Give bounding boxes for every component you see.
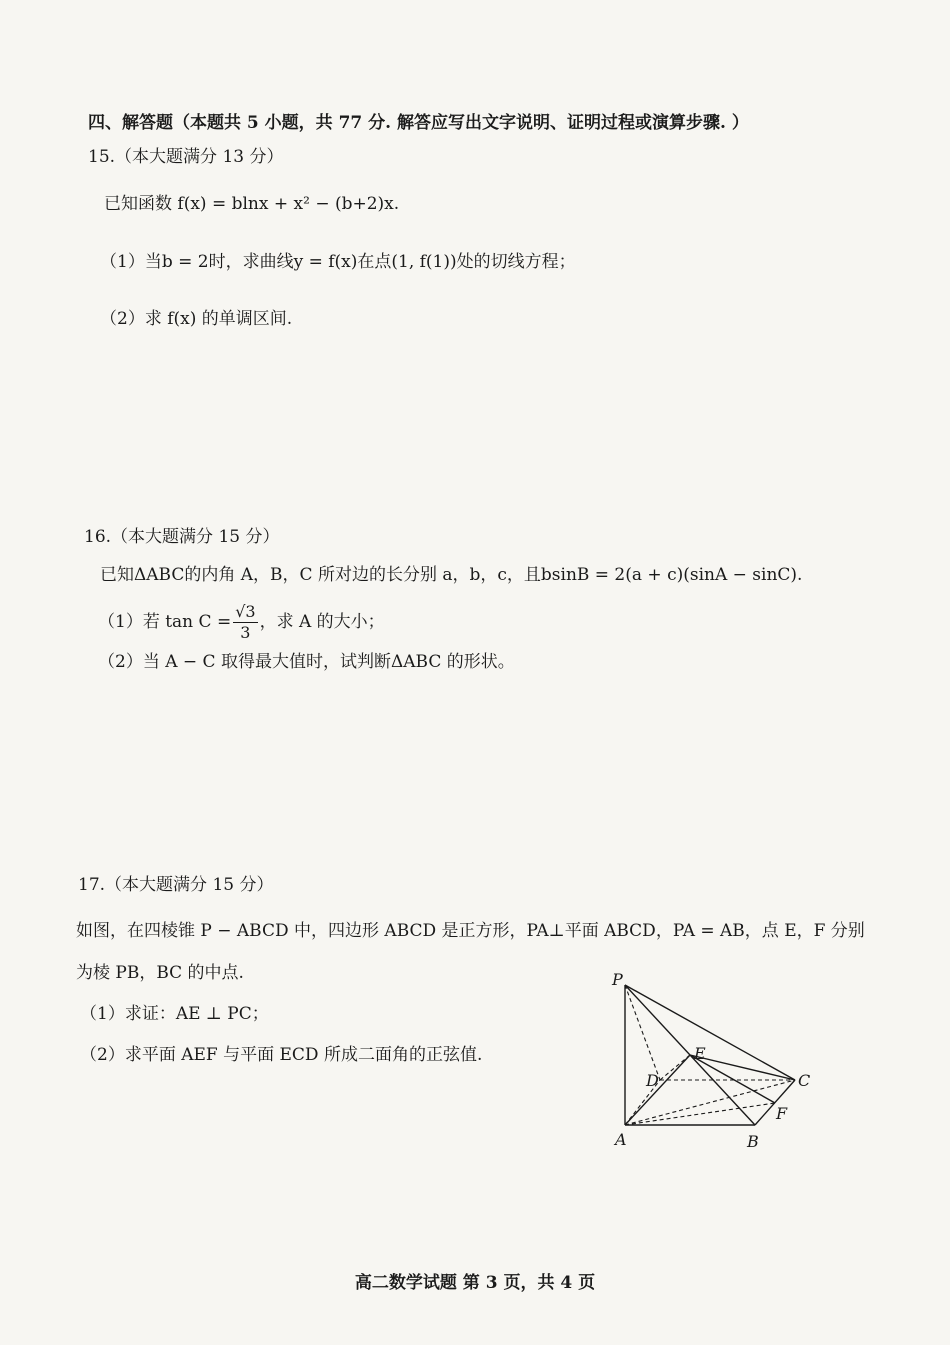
section-heading: 四、解答题（本题共 5 小题，共 77 分. 解答应写出文字说明、证明过程或演算步骤. ） [88,113,749,133]
q15-header: 15.（本大题满分 13 分） [88,147,284,167]
label-D: D [646,1071,659,1090]
q17-part2: （2）求平面 AEF 与平面 ECD 所成二面角的正弦值. [80,1045,483,1065]
q16-fraction [233,602,257,643]
label-A: A [615,1130,627,1149]
q15-part1: （1）当b = 2时，求曲线y = f(x)在点(1, f(1))处的切线方程； [100,252,576,272]
edge-EC [690,1055,795,1080]
label-F: F [776,1104,788,1123]
q15-stem: 已知函数 f(x) = blnx + x² − (b+2)x. [104,194,400,214]
q16-fraction-numerator: √3 [235,602,256,621]
label-B: B [747,1132,759,1151]
q16-part2: （2）当 A − C 取得最大值时，试判断ΔABC 的形状。 [98,652,515,672]
pyramid-figure [600,965,830,1165]
label-P: P [612,970,623,989]
q16-fraction-denominator: 3 [240,623,251,642]
edge-PD-hidden [625,985,660,1080]
q17-part1: （1）求证：AE ⊥ PC； [80,1004,269,1024]
q16-part1 [98,600,385,644]
q17-header: 17.（本大题满分 15 分） [78,875,274,895]
q16-stem: 已知ΔABC的内角 A，B，C 所对边的长分别 a，b，c，且bsinB = 2(a + c)(sinA − sinC). [100,565,803,585]
edge-AE [625,1055,690,1125]
q17-stem-line2: 为棱 PB，BC 的中点. [76,963,244,983]
edge-DE-hidden [660,1055,690,1080]
q16-part1-prefix: （1）若 tan C = [98,612,232,632]
q16-header: 16.（本大题满分 15 分） [84,527,280,547]
q16-part1-suffix: ，求 A 的大小； [259,612,385,632]
page-footer: 高二数学试题 第 3 页，共 4 页 [354,1273,596,1293]
label-E: E [694,1044,706,1063]
label-C: C [798,1071,811,1090]
q15-part2: （2）求 f(x) 的单调区间. [100,309,293,329]
q17-stem-line1: 如图，在四棱锥 P − ABCD 中，四边形 ABCD 是正方形，PA⊥平面 ABCD，PA = AB，点 E，F 分别 [76,921,865,941]
